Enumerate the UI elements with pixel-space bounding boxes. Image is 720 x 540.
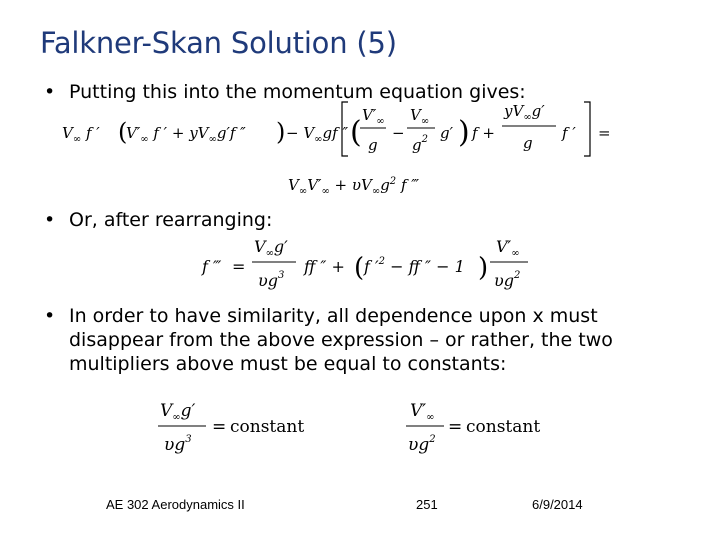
- slide-title: Falkner-Skan Solution (5): [40, 26, 397, 60]
- svg-text:V′∞: $V'_\infty$: [362, 106, 385, 127]
- svg-text:−: −: [392, 124, 405, 142]
- svg-text:): ): [478, 253, 489, 283]
- svg-text:υg3: $\upsilon g^3$: [258, 270, 285, 290]
- bullet-marker: •: [44, 81, 56, 103]
- svg-text:ff ″ +: ff ″ +: [304, 257, 345, 276]
- equation-momentum-rhs: [286, 168, 466, 200]
- equation-constant-2: [404, 396, 574, 456]
- svg-text:g: g: [523, 134, 533, 152]
- svg-text:f +: f +: [472, 124, 495, 142]
- bullet-marker: •: [44, 305, 56, 327]
- footer-course: AE 302 Aerodynamics II: [106, 497, 245, 512]
- equation-momentum: [60, 94, 620, 164]
- svg-text:υg3: $\upsilon g^3$: [164, 434, 192, 455]
- bullet-2-text: Or, after rearranging:: [69, 209, 273, 231]
- svg-text:): ): [276, 118, 286, 146]
- svg-text:f ′2 − ff ″ − 1: f $'^2$ − ff ″ − 1: [364, 256, 465, 276]
- footer-page-number: 251: [416, 497, 438, 512]
- constant-label-2: constant: [466, 417, 541, 437]
- bullet-1-text: Putting this into the momentum equation gives:: [69, 81, 526, 103]
- svg-text:V′∞: $V'_\infty$: [410, 401, 435, 423]
- svg-text:υg2: $\upsilon g^2$: [408, 434, 436, 455]
- svg-text:− V∞gf ″: − $V_\infty gf$ ″: [286, 124, 349, 145]
- equation-rearranged: [200, 234, 540, 296]
- svg-text:=: =: [212, 417, 227, 437]
- svg-text:V∞ f ′: $V_\infty$ f ′: [62, 124, 100, 145]
- svg-text:=: =: [598, 124, 611, 142]
- footer-date: 6/9/2014: [532, 497, 583, 512]
- svg-text:V′∞: $V'_\infty$: [496, 237, 520, 259]
- constant-label-1: constant: [230, 417, 305, 437]
- svg-text:f ′: f ′: [562, 124, 576, 142]
- svg-text:=: =: [232, 257, 246, 276]
- svg-text:g: g: [368, 136, 378, 154]
- svg-text:g′: g′: [440, 124, 454, 142]
- bullet-marker: •: [44, 209, 56, 231]
- svg-text:(: (: [350, 115, 362, 150]
- svg-text:υg2: $\upsilon g^2$: [494, 270, 521, 290]
- svg-text:g2: $g^2$: [412, 134, 428, 154]
- svg-text:(: (: [118, 118, 128, 146]
- svg-text:V∞V′∞ + υV∞g2 f ‴: $V_\infty V'_\infty + \upsilon V_\infty g^2$ f ‴: [288, 176, 420, 197]
- svg-text:(: (: [354, 253, 365, 283]
- svg-text:V′∞ f ′ + yV∞g′f ″: $V'_\infty$ f ′ + $yV_\infty g'f$ ″: [126, 124, 246, 145]
- equation-constant-1: [156, 396, 326, 456]
- svg-text:yV∞g′: $yV_\infty g'$: [504, 102, 545, 123]
- svg-text:=: =: [448, 417, 463, 437]
- svg-text:V∞g′: $V_\infty g'$: [254, 237, 288, 259]
- svg-text:V∞: $V_\infty$: [410, 106, 430, 127]
- svg-text:V∞g′: $V_\infty g'$: [160, 401, 196, 423]
- svg-text:): ): [458, 115, 470, 150]
- bullet-3-text: In order to have similarity, all dependence upon x must disappear from the above expression – or rather, the two multipliers above must be equal to constants:: [69, 305, 613, 375]
- svg-text:f ‴: f ‴: [202, 257, 222, 276]
